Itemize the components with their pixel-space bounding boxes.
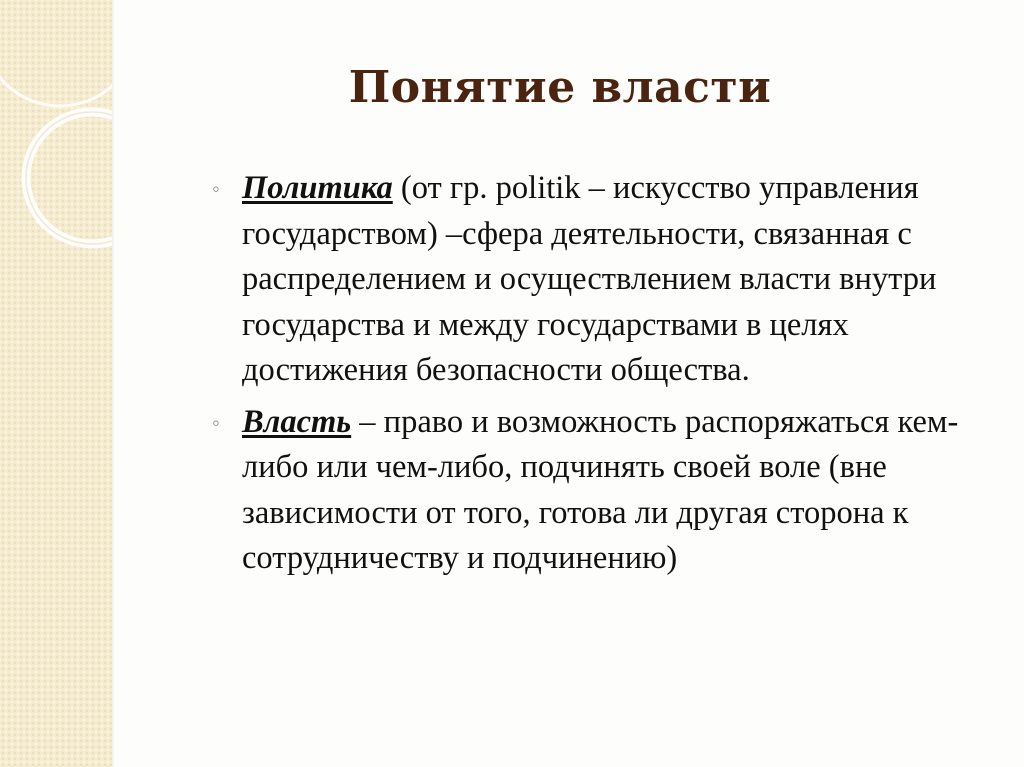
concentric-rings-icon (0, 0, 112, 300)
bullet-icon: ◦ (212, 409, 220, 435)
strip-edge-shadow (112, 0, 115, 767)
list-item (212, 400, 1002, 582)
bullet-list (212, 166, 1002, 588)
bullet-icon: ◦ (212, 176, 220, 201)
definition-text: – право и возможность распоряжаться кем-либо или чем-либо, подчинять своей воле (вне зависимости от того, готова ли другая сторона к сотрудничеству и подчинению) (242, 403, 959, 576)
slide-title: Понятие власти (348, 62, 772, 113)
term-politika: Политика (242, 170, 393, 206)
definition-text: (от гр. politik – искусство управления государством) –сфера деятельности, связанная с распределением и осуществлением власти внутри государства и между государствами в целях достижения безопасности общества. (242, 170, 937, 388)
decorative-side-strip (0, 0, 112, 767)
list-item (212, 166, 1002, 394)
term-vlast: Власть (242, 403, 352, 440)
